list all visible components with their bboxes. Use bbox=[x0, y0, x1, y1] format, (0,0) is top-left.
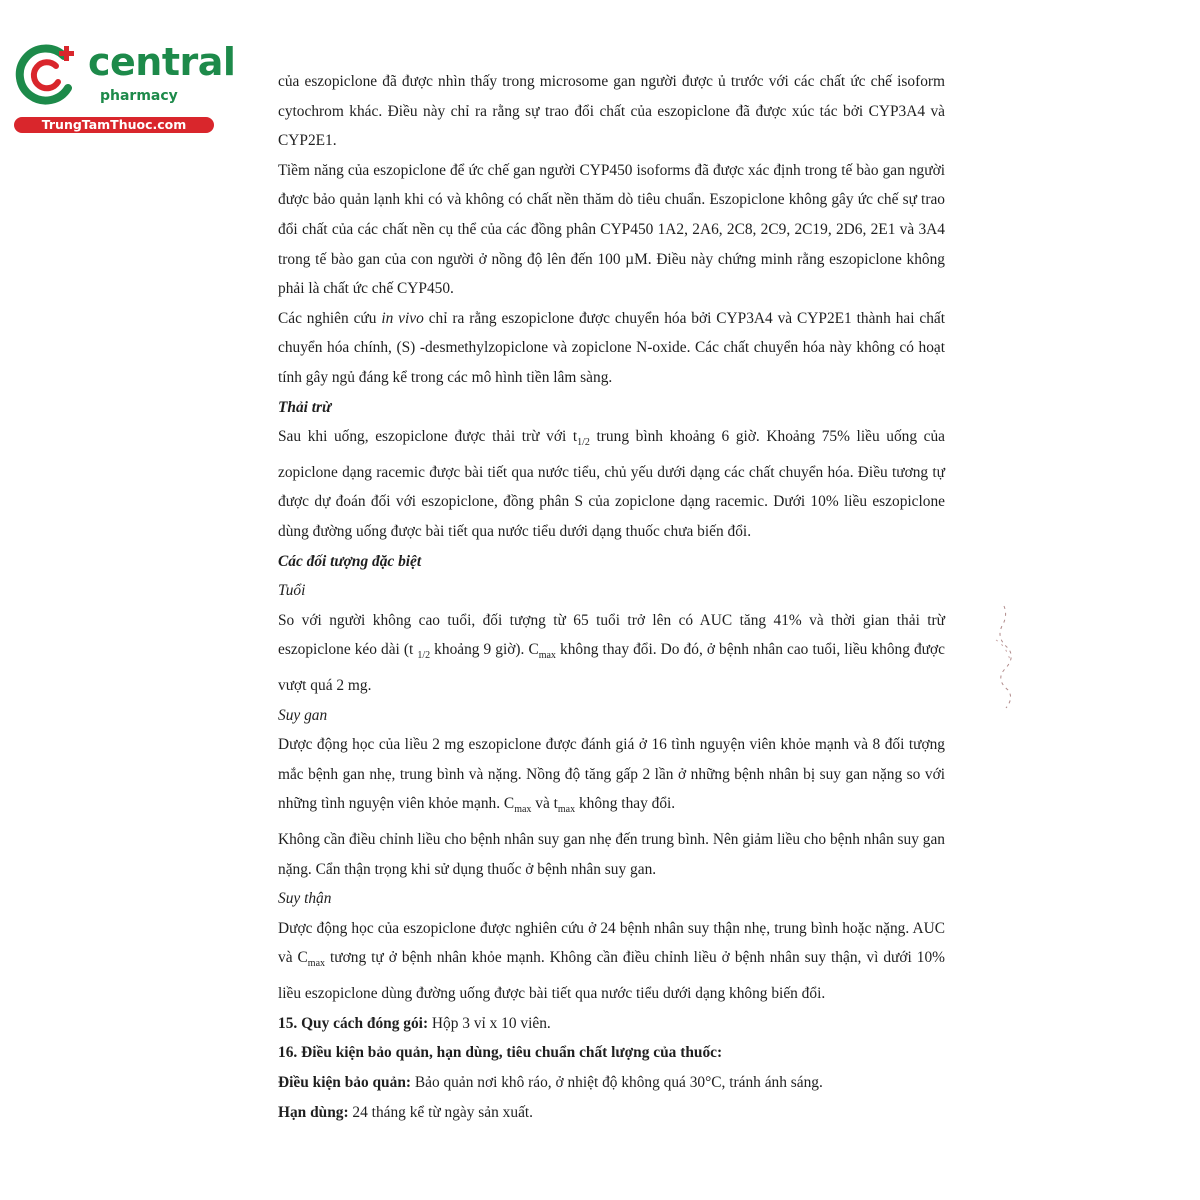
central-pharmacy-logo-icon bbox=[14, 42, 78, 106]
text-run: không thay đổi. Do đó, ở bệnh nhân cao tuổi, liều không được vượt quá 2 mg. bbox=[278, 641, 945, 695]
subscript: max bbox=[307, 958, 326, 970]
document-body bbox=[278, 67, 945, 1127]
text-run: không thay đổi. bbox=[575, 795, 676, 813]
text-run: Các nghiên cứu bbox=[278, 309, 382, 327]
text-run: Dược động học của liều 2 mg eszopiclone được đánh giá ở 16 tình nguyện viên khỏe mạnh và 8 đối tượng mắc bệnh gan nhẹ, trung bình và nặng. Nồng độ tăng gấp 2 lần ở những bệnh nhân bị suy gan nặng so với những tình nguyện viên khỏe mạnh. C bbox=[278, 736, 945, 813]
section-15 bbox=[278, 1009, 945, 1039]
section-15-label: 15. Quy cách đóng gói: bbox=[278, 1014, 429, 1032]
section-16-heading: 16. Điều kiện bảo quản, hạn dùng, tiêu chuẩn chất lượng của thuốc: bbox=[278, 1044, 723, 1062]
section-heading-doi-tuong-dac-biet: Các đối tượng đặc biệt bbox=[278, 552, 422, 570]
expiry-line bbox=[278, 1098, 945, 1128]
subscript: max bbox=[557, 804, 576, 816]
text-run: trung bình khoảng 6 giờ. Khoảng 75% liều uống của zopiclone dạng racemic được bài tiết qua nước tiểu, chủ yếu dưới dạng các chất chuyển hóa. Điều tương tự được dự đoán đối với eszopiclone, đồng phân S của zopiclone dạng racemic. Dưới 10% liều eszopiclone dùng đường uống được bài tiết qua nước tiểu dưới dạng thuốc chưa biến đổi. bbox=[278, 428, 945, 540]
paragraph: Tiềm năng của eszopiclone để ức chế gan người CYP450 isoforms đã được xác định trong tế bào gan người được bảo quản lạnh khi có và không có chất nền thăm dò tiêu chuẩn. Eszopiclone không gây ức chế sự trao đổi chất của các chất nền cụ thể của các đồng phân CYP450 1A2, 2A6, 2C8, 2C9, 2C19, 2D6, 2E1 và 3A4 trong tế bào gan của con người ở nồng độ lên đến 100 µM. Điều này chứng minh rằng eszopiclone không phải là chất ức chế CYP450. bbox=[278, 161, 945, 298]
paragraph bbox=[278, 422, 945, 546]
storage-text: Bảo quản nơi khô ráo, ở nhiệt độ không quá 30°C, tránh ánh sáng. bbox=[411, 1073, 823, 1091]
storage-line bbox=[278, 1068, 945, 1098]
logo-site-banner: TrungTamThuoc.com bbox=[14, 117, 214, 133]
logo-brand-text: central bbox=[88, 40, 236, 84]
subscript: 1/2 bbox=[417, 650, 431, 662]
signature-mark-icon bbox=[984, 600, 1020, 730]
paragraph bbox=[278, 304, 945, 393]
text-run: chỉ ra rằng eszopiclone được chuyển hóa bởi CYP3A4 và CYP2E1 thành hai chất chuyển hóa chính, (S) -desmethylzopiclone và zopiclone N-oxide. Các chất chuyển hóa này không có hoạt tính gây ngủ đáng kể trong các mô hình tiền lâm sàng. bbox=[278, 309, 946, 386]
text-run: Sau khi uống, eszopiclone được thải trừ với t bbox=[278, 428, 578, 446]
paragraph bbox=[278, 914, 945, 1009]
subheading-tuoi: Tuổi bbox=[278, 582, 306, 600]
subscript: 1/2 bbox=[577, 437, 590, 449]
paragraph bbox=[278, 606, 945, 701]
text-run: tương tự ở bệnh nhân khỏe mạnh. Không cần điều chỉnh liều ở bệnh nhân suy thận, vì dưới 10% liều eszopiclone dùng đường uống được bài tiết qua nước tiểu dưới dạng không biến đổi. bbox=[278, 949, 945, 1003]
subscript: max bbox=[538, 650, 556, 662]
storage-label: Điều kiện bảo quản: bbox=[278, 1073, 411, 1091]
subheading-suy-than: Suy thận bbox=[278, 890, 332, 908]
section-15-text: Hộp 3 vỉ x 10 viên. bbox=[428, 1014, 551, 1032]
paragraph bbox=[278, 730, 945, 825]
text-run: khoảng 9 giờ). C bbox=[430, 641, 539, 659]
brand-logo bbox=[10, 38, 236, 138]
expiry-label: Hạn dùng: bbox=[278, 1103, 349, 1121]
subscript: max bbox=[514, 804, 532, 816]
paragraph: của eszopiclone đã được nhìn thấy trong microsome gan người được ủ trước với các chất ức chế isoform cytochrom khác. Điều này chỉ ra rằng sự trao đổi chất của eszopiclone đã được xúc tác bởi CYP3A4 và CYP2E1. bbox=[278, 73, 945, 150]
paragraph: Không cần điều chỉnh liều cho bệnh nhân suy gan nhẹ đến trung bình. Nên giảm liều cho bệnh nhân suy gan nặng. Cẩn thận trọng khi sử dụng thuốc ở bệnh nhân suy gan. bbox=[278, 831, 945, 878]
logo-sub-text: pharmacy bbox=[100, 88, 178, 104]
section-heading-thai-tru: Thải trừ bbox=[278, 398, 332, 416]
text-run: So với người không cao tuổi, đối tượng từ 65 tuổi trở lên có AUC tăng 41% và thời gian thải trừ eszopiclone kéo dài (t bbox=[278, 611, 945, 659]
text-run: và t bbox=[531, 795, 558, 813]
subheading-suy-gan: Suy gan bbox=[278, 706, 328, 724]
text-run: Dược động học của eszopiclone được nghiên cứu ở 24 bệnh nhân suy thận nhẹ, trung bình hoặc nặng. AUC và C bbox=[278, 919, 945, 967]
italic-term: in vivo bbox=[381, 309, 424, 327]
expiry-text: 24 tháng kể từ ngày sản xuất. bbox=[348, 1103, 534, 1121]
